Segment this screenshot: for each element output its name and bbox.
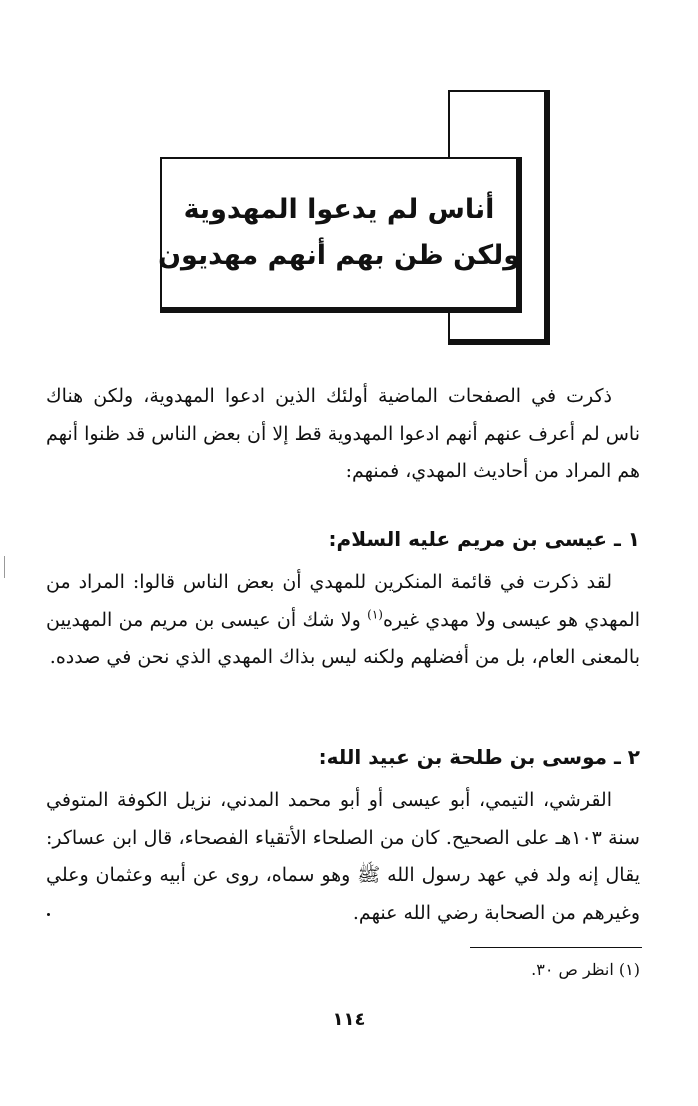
footnote: (١) انظر ص ٣٠. — [531, 960, 640, 979]
section-1-paragraph — [46, 564, 640, 677]
intro-paragraph — [46, 378, 640, 491]
section-2-heading: ٢ ـ موسى بن طلحة بن عبيد الله: — [318, 745, 640, 769]
section-1-text-part1: لقد ذكرت في قائمة المنكرين للمهدي أن بعض الناس قالوا: المراد من المهدي هو عيسى ولا مهدي غيره — [46, 571, 640, 631]
section-2-text: القرشي، التيمي، أبو عيسى أو أبو محمد المدني، نزيل الكوفة المتوفي سنة ١٠٣هـ على الصحيح. كان من الصلحاء الأتقياء الفصحاء، قال ابن عساكر: يقال إنه ولد في عهد رسول الله ﷺ وهو سماه، روى عن أبيه وعثمان وعلي وغيرهم من الصحابة رضي الله عنهم. — [46, 789, 640, 924]
chapter-title-line-1: أناس لم يدعوا المهدوية — [183, 194, 495, 225]
page-number: ١١٤ — [332, 1009, 366, 1030]
scan-edge-mark — [4, 556, 5, 578]
title-frame — [157, 157, 522, 313]
footnote-separator — [470, 947, 642, 948]
section-1-heading: ١ ـ عيسى بن مريم عليه السلام: — [328, 527, 640, 551]
footnote-reference: (١) — [367, 607, 383, 622]
stray-dot — [47, 913, 50, 916]
section-2-paragraph — [46, 782, 640, 932]
chapter-title-line-2: ولكن ظن بهم أنهم مهديون — [157, 240, 521, 271]
intro-text: ذكرت في الصفحات الماضية أولئك الذين ادعوا المهدوية، ولكن هناك ناس لم أعرف عنهم أنهم ادعوا المهدوية قط إلا أن بعض الناس قد ظنوا أنهم هم المراد من أحاديث المهدي، فمنهم: — [46, 385, 640, 482]
section-1-text-part2: ولا شك أن عيسى بن مريم من المهديين بالمعنى العام، بل من أفضلهم ولكنه ليس بذاك المهدي الذي نحن في صدده. — [46, 608, 640, 668]
